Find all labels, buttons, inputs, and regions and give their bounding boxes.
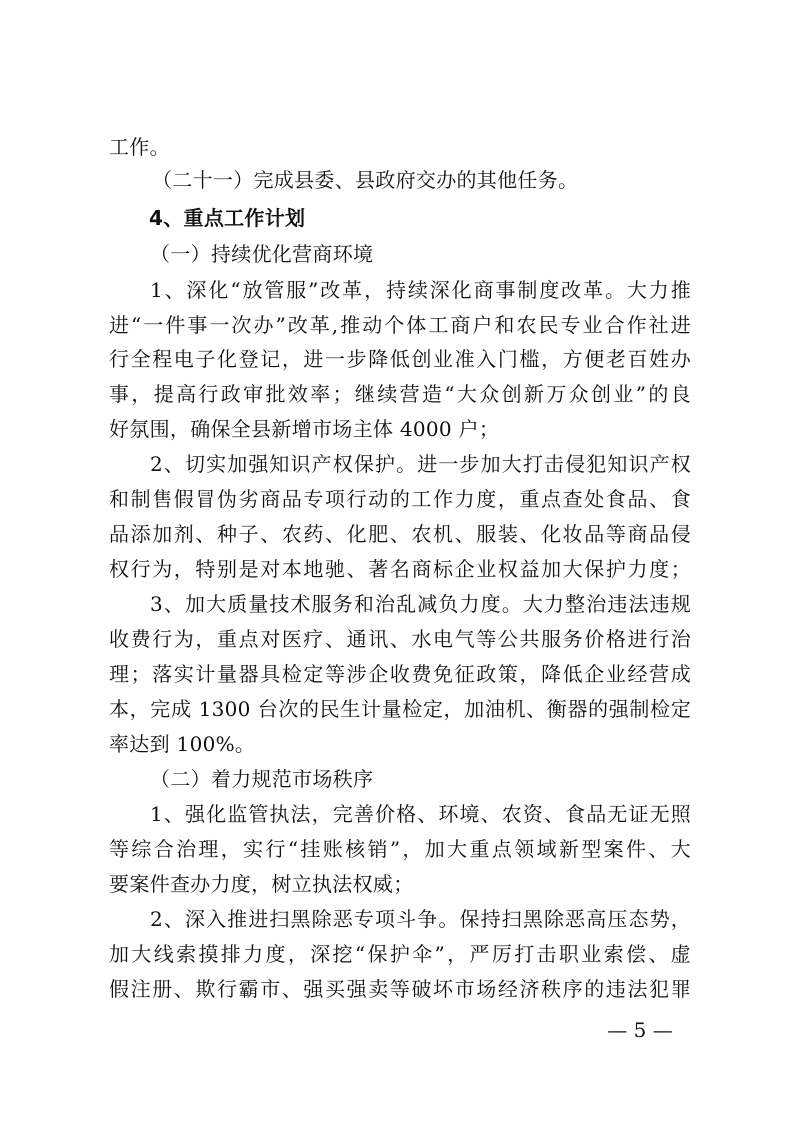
text-line: 1、强化监管执法，完善价格、环境、农资、食品无证无照 [150, 802, 691, 826]
page-number: — 5 — [607, 1018, 673, 1042]
text-line: 理；落实计量器具检定等涉企收费免征政策，降低企业经营成 [109, 662, 691, 686]
text-line: 行全程电子化登记，进一步降低创业准入门槛，方便老百姓办 [109, 347, 691, 371]
text-line: 等综合治理，实行“挂账核销”，加大重点领域新型案件、大 [109, 837, 691, 861]
text-line: 2、切实加强知识产权保护。进一步加大打击侵犯知识产权 [150, 452, 691, 476]
section-heading: 4、重点工作计划 [149, 206, 306, 230]
text-line: 本，完成 1300 台次的民生计量检定，加油机、衡器的强制检定 [109, 697, 691, 721]
text-line: 进“一件事一次办”改革,推动个体工商户和农民专业合作社进 [109, 313, 691, 337]
subsection-heading: （一）持续优化营商环境 [150, 242, 374, 266]
subsection-heading: （二）着力规范市场秩序 [150, 767, 374, 791]
text-line: 加大线索摸排力度，深挖“保护伞”，严厉打击职业索偿、虚 [109, 942, 691, 966]
text-line: 假注册、欺行霸市、强买强卖等破坏市场经济秩序的违法犯罪 [109, 977, 691, 1001]
text-line: 2、深入推进扫黑除恶专项斗争。保持扫黑除恶高压态势， [150, 907, 691, 931]
text-line: 1、深化“放管服”改革，持续深化商事制度改革。大力推 [150, 278, 691, 302]
text-line: （二十一）完成县委、县政府交办的其他任务。 [152, 168, 579, 192]
text-line: 要案件查办力度，树立执法权威； [109, 872, 414, 896]
text-line: 率达到 100%。 [109, 732, 256, 756]
text-line: 和制售假冒伪劣商品专项行动的工作力度，重点查处食品、食 [109, 487, 691, 511]
text-line: 收费行为，重点对医疗、通讯、水电气等公共服务价格进行治 [109, 627, 691, 651]
text-line: 品添加剂、种子、农药、化肥、农机、服装、化妆品等商品侵 [109, 522, 691, 546]
text-line: 事，提高行政审批效率；继续营造“大众创新万众创业”的良 [109, 382, 691, 406]
text-line: 工作。 [109, 135, 170, 159]
text-line: 权行为，特别是对本地驰、著名商标企业权益加大保护力度； [109, 557, 691, 581]
text-line: 好氛围，确保全县新增市场主体 4000 户； [109, 417, 500, 441]
text-line: 3、加大质量技术服务和治乱减负力度。大力整治违法违规 [150, 592, 691, 616]
